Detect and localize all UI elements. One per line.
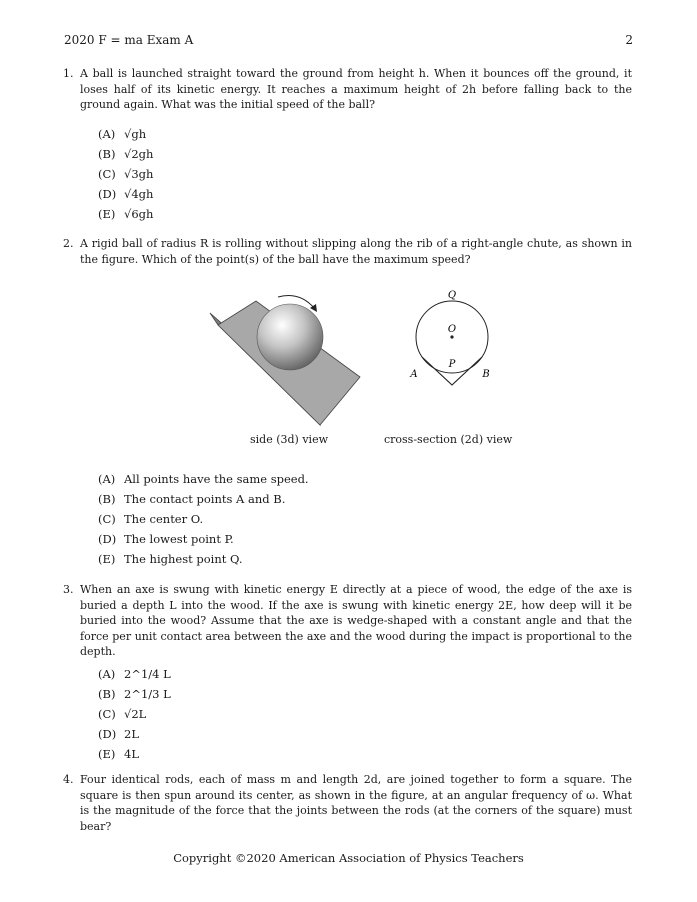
option-a: (A) √gh	[98, 127, 147, 141]
question-number: 1.	[63, 67, 74, 80]
option-d: (D) √4gh	[98, 187, 154, 201]
option-b: (B) √2gh	[98, 147, 154, 161]
label-q: Q	[447, 290, 457, 301]
caption-cross-section: cross-section (2d) view	[384, 433, 513, 446]
rolling-ball	[257, 304, 323, 370]
question-2	[63, 236, 632, 267]
question-3-options	[98, 664, 171, 764]
option-e: (E) The highest point Q.	[98, 552, 243, 566]
label-b: B	[482, 369, 490, 380]
option-b: (B) The contact points A and B.	[98, 492, 286, 506]
question-text: A rigid ball of radius R is rolling without slipping along the rib of a right-angle chute, as shown in the figure. Which of the point(s) of the ball have the maximum speed?	[80, 237, 632, 266]
question-number: 2.	[63, 237, 74, 250]
option-c: (C) √3gh	[98, 167, 154, 181]
question-1	[63, 66, 632, 113]
option-a: (A) All points have the same speed.	[98, 472, 309, 486]
question-number: 4.	[63, 773, 74, 786]
option-e: (E) 4L	[98, 747, 139, 761]
option-d: (D) 2L	[98, 727, 139, 741]
question-2-options	[98, 469, 309, 569]
question-text: Four identical rods, each of mass m and length 2d, are joined together to form a square. The square is then spun around its center, as shown in the figure, at an angular frequency of ω. What is the magnitude of the force that the joints between the rods (at the corners of the square) must bear?	[80, 773, 632, 833]
question-text: When an axe is swung with kinetic energy E directly at a piece of wood, the edge of the axe is buried a depth L into the wood. If the axe is swung with kinetic energy 2E, how deep will it be buried into the wood? Assume that the axe is wedge-shaped with a constant angle and that the force per unit contact area between the axe and the wood during the impact is proportional to the depth.	[80, 583, 632, 658]
caption-side-view: side (3d) view	[250, 433, 328, 446]
center-dot	[450, 335, 453, 338]
option-c: (C) The center O.	[98, 512, 204, 526]
question-4	[63, 772, 632, 834]
copyright-footer: Copyright ©2020 American Association of Physics Teachers	[173, 851, 524, 865]
header-title: 2020 F = ma Exam A	[64, 33, 194, 47]
option-c: (C) √2L	[98, 707, 147, 721]
label-o: O	[447, 324, 457, 335]
option-b: (B) 2^1/3 L	[98, 687, 171, 701]
chute-cross-section-figure	[400, 285, 510, 395]
label-a: A	[410, 369, 418, 380]
option-e: (E) √6gh	[98, 207, 154, 221]
question-number: 3.	[63, 583, 74, 596]
option-d: (D) The lowest point P.	[98, 532, 234, 546]
option-a: (A) 2^1/4 L	[98, 667, 171, 681]
page-header	[64, 33, 633, 51]
question-1-options	[98, 124, 153, 224]
question-3	[63, 582, 632, 660]
question-text: A ball is launched straight toward the ground from height h. When it bounces off the ground, it loses half of its kinetic energy. It reaches a maximum height of 2h before falling back to the ground again. What was the initial speed of the ball?	[80, 67, 632, 111]
chute-side-view-figure	[200, 285, 380, 430]
label-p: P	[448, 359, 456, 370]
page-number: 2	[625, 33, 633, 47]
